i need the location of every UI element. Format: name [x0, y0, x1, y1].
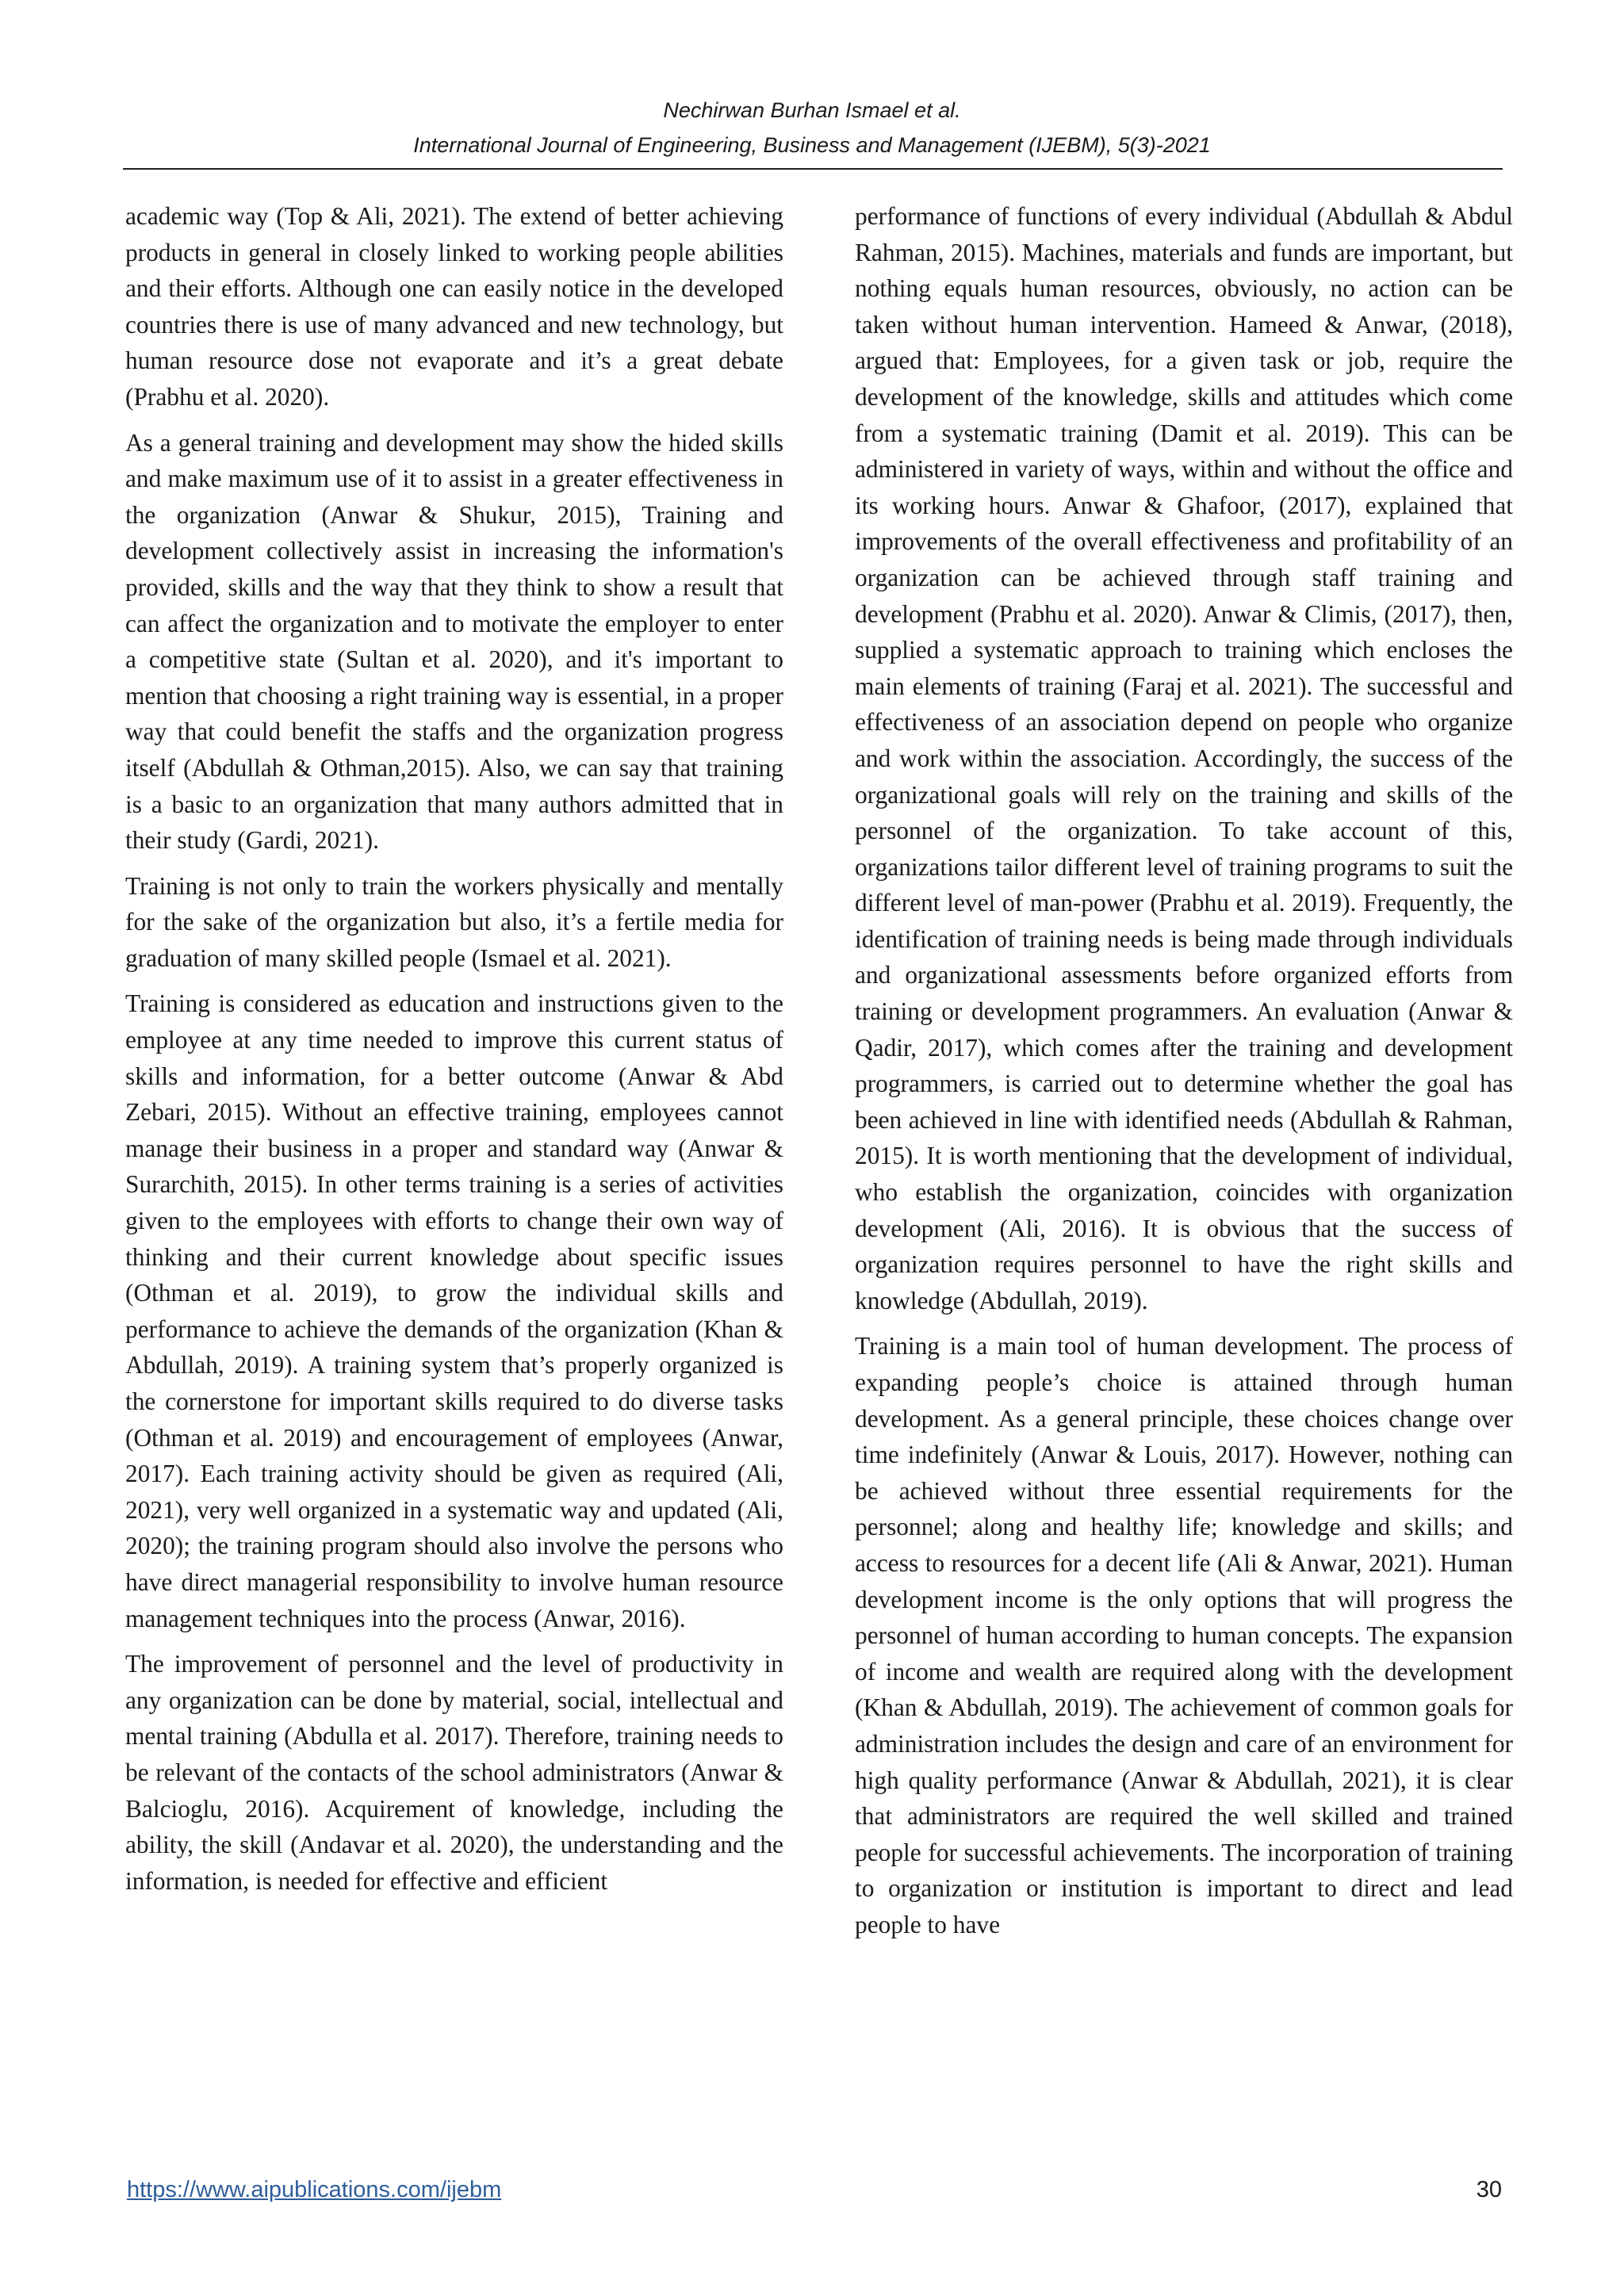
page-number: 30: [1476, 2177, 1502, 2202]
left-column: [125, 198, 783, 1908]
running-header-journal: International Journal of Engineering, Business and Management (IJEBM), 5(3)-2021: [413, 133, 1211, 157]
paragraph: Training is considered as education and instructions given to the employee at any time needed to improve this current status of skills and information, for a better outcome (Anwar & Abd Zebari, 2015). Without an effective training, employees cannot manage their business in a proper and standard way (Anwar & Surarchith, 2015). In other terms training is a series of activities given to the employees with efforts to change their own way of thinking and their current knowledge about specific issues (Othman et al. 2019), to grow the individual skills and performance to achieve the demands of the organization (Khan & Abdullah, 2019). A training system that’s properly organized is the cornerstone for important skills required to do diverse tasks (Othman et al. 2019) and encouragement of employees (Anwar, 2017). Each training activity should be given as required (Ali, 2021), very well organized in a systematic way and updated (Ali, 2020); the training program should also involve the persons who have direct managerial responsibility to involve human resource management techniques into the process (Anwar, 2016).: [125, 989, 783, 1632]
paragraph: Training is a main tool of human development. The process of expanding people’s choice is attained through human development. As a general principle, these choices change over time indefinitely (Anwar & Louis, 2017). However, nothing can be achieved without three essential requirements for the personnel; along and healthy life; knowledge and skills; and access to resources for a decent life (Ali & Anwar, 2021). Human development income is the only options that will progress the personnel of human according to human concepts. The expansion of income and wealth are required along with the development (Khan & Abdullah, 2019). The achievement of common goals for administration includes the design and care of an environment for high quality performance (Anwar & Abdullah, 2021), it is clear that administrators are required the well skilled and trained people for successful achievements. The incorporation of training to organization or institution is important to direct and lead people to have: [855, 1332, 1513, 1938]
paragraph: Training is not only to train the workers physically and mentally for the sake of the organization but also, it’s a fertile media for graduation of many skilled people (Ismael et al. 2021).: [125, 871, 783, 972]
journal-url-link[interactable]: https://www.aipublications.com/ijebm: [127, 2177, 502, 2202]
paragraph: academic way (Top & Ali, 2021). The extend of better achieving products in general in closely linked to working people abilities and their efforts. Although one can easily notice in the developed countries there is use of many advanced and new technology, but human resource dose not evaporate and it’s a great debate (Prabhu et al. 2020).: [125, 202, 783, 411]
paragraph: performance of functions of every individual (Abdullah & Abdul Rahman, 2015). Machines, materials and funds are important, but nothing equals human resources, obviously, no action can be taken without human intervention. Hameed & Anwar, (2018), argued that: Employees, for a given task or job, require the development of the knowledge, skills and attitudes which come from a systematic training (Damit et al. 2019). This can be administered in variety of ways, within and without the office and its working hours. Anwar & Ghafoor, (2017), explained that improvements of the overall effectiveness and profitability of an organization can be achieved through staff training and development (Prabhu et al. 2020). Anwar & Climis, (2017), then, supplied a systematic approach to training which encloses the main elements of training (Faraj et al. 2021). The successful and effectiveness of an association depend on people who organize and work within the association. Accordingly, the success of the organizational goals will rely on the training and skills of the personnel of the organization. To take account of this, organizations tailor different level of training programs to suit the different level of man-power (Prabhu et al. 2019). Frequently, the identification of training needs is being made through individuals and organizational assessments before organized efforts from training or development programmers. An evaluation (Anwar & Qadir, 2017), which comes after the training and development programmers, is carried out to determine whether the goal has been achieved in line with identified needs (Abdullah & Rahman, 2015). It is worth mentioning that the development of individual, who establish the organization, coincides with organization development (Ali, 2016). It is obvious that the success of organization requires personnel to have the right skills and knowledge (Abdullah, 2019).: [855, 202, 1513, 1314]
running-header-authors: Nechirwan Burhan Ismael et al.: [663, 98, 961, 122]
paragraph: The improvement of personnel and the level of productivity in any organization can be done by material, social, intellectual and mental training (Abdulla et al. 2017). Therefore, training needs to be relevant of the contacts of the school administrators (Anwar & Balcioglu, 2016). Acquirement of knowledge, including the ability, the skill (Andavar et al. 2020), the understanding and the information, is needed for effective and efficient: [125, 1650, 783, 1895]
paragraph: As a general training and development may show the hided skills and make maximum use of it to assist in a greater effectiveness in the organization (Anwar & Shukur, 2015), Training and development collectively assist in increasing the information's provided, skills and the way that they think to show a result that can affect the organization and to motivate the employer to enter a competitive state (Sultan et al. 2020), and it's important to mention that choosing a right training way is essential, in a proper way that could benefit the staffs and the organization progress itself (Abdullah & Othman,2015). Also, we can say that training is a basic to an organization that many authors admitted that in their study (Gardi, 2021).: [125, 428, 783, 855]
header-rule: [123, 168, 1503, 170]
right-column: [855, 198, 1513, 1953]
